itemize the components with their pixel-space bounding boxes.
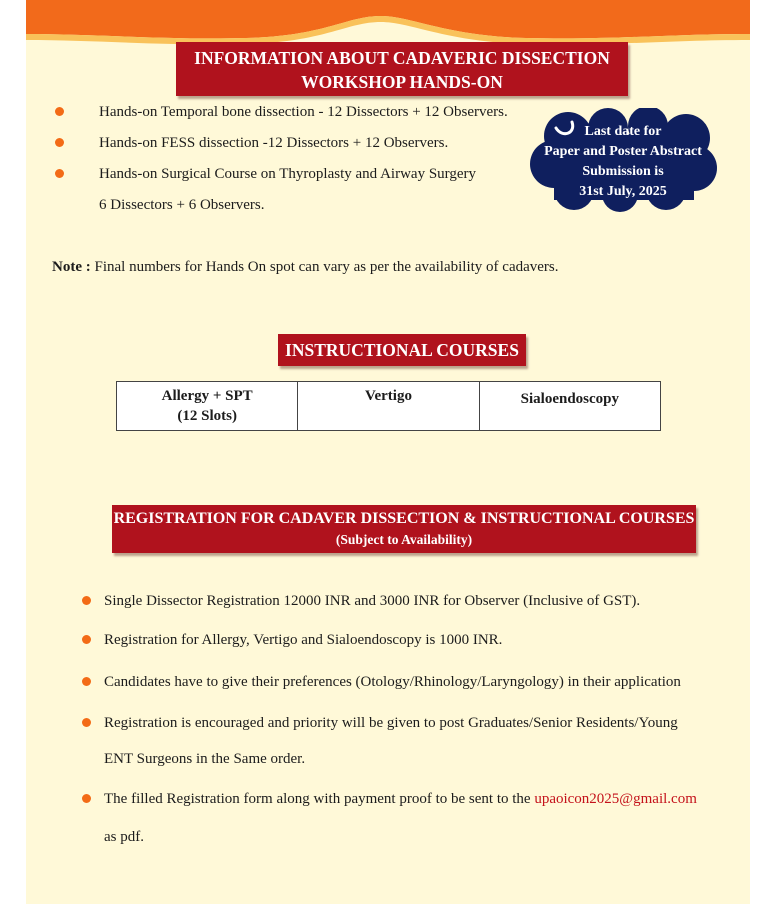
registration-item-1: Single Dissector Registration 12000 INR and 3000 INR for Observer (Inclusive of GST).	[104, 593, 641, 609]
registration-item-2: Registration for Allergy, Vertigo and Sialoendoscopy is 1000 INR.	[104, 632, 503, 648]
bullet-icon	[55, 138, 64, 147]
course-cell-sialoendoscopy	[479, 382, 660, 431]
bullet-icon	[82, 596, 91, 605]
bullet-icon	[82, 635, 91, 644]
bullet-icon	[82, 794, 91, 803]
bullet-icon	[82, 677, 91, 686]
registration-banner	[112, 505, 696, 553]
instructional-courses-table	[116, 381, 661, 431]
note-label: Note :	[52, 259, 91, 275]
registration-item-4-cont: ENT Surgeons in the Same order.	[104, 751, 306, 767]
note	[52, 257, 559, 277]
course-name: Vertigo	[365, 388, 412, 404]
deadline-line1: Last date for	[584, 124, 662, 139]
registration-item-5	[104, 789, 697, 809]
workshop-title-banner	[176, 42, 628, 96]
registration-item-5-cont: as pdf.	[104, 829, 144, 845]
hands-on-item-2: Hands-on FESS dissection -12 Dissectors + 12 Observers.	[99, 135, 449, 151]
hands-on-item-1: Hands-on Temporal bone dissection - 12 Dissectors + 12 Observers.	[99, 104, 508, 120]
bullet-icon	[55, 169, 64, 178]
table-row	[117, 382, 661, 431]
registration-title: REGISTRATION FOR CADAVER DISSECTION & INSTRUCTIONAL COURSES	[113, 510, 695, 527]
course-cell-vertigo	[298, 382, 479, 431]
email-link[interactable]: upaoicon2025@gmail.com	[534, 791, 697, 807]
course-name: Allergy + SPT	[161, 388, 253, 404]
hands-on-item-3-cont: 6 Dissectors + 6 Observers.	[99, 197, 265, 213]
deadline-text	[528, 122, 718, 202]
deadline-line2: Paper and Poster Abstract	[544, 144, 702, 159]
registration-item-3: Candidates have to give their preferences (Otology/Rhinology/Laryngology) in their application	[104, 674, 681, 690]
course-name: Sialoendoscopy	[520, 391, 619, 407]
bullet-icon	[82, 718, 91, 727]
workshop-title-line2: WORKSHOP HANDS-ON	[301, 72, 503, 92]
course-cell-allergy	[117, 382, 298, 431]
deadline-line3: Submission is	[582, 164, 664, 179]
hands-on-item-3: Hands-on Surgical Course on Thyroplasty and Airway Surgery	[99, 166, 477, 182]
registration-subtitle: (Subject to Availability)	[335, 532, 473, 547]
flyer-page	[26, 0, 750, 904]
registration-item-4: Registration is encouraged and priority will be given to post Graduates/Senior Residents/Young	[104, 715, 678, 731]
registration-item-5-text: The filled Registration form along with payment proof to be sent to the	[104, 791, 531, 807]
deadline-line4: 31st July, 2025	[579, 184, 667, 199]
bullet-icon	[55, 107, 64, 116]
course-slots: (12 Slots)	[177, 408, 237, 424]
note-text: Final numbers for Hands On spot can vary as per the availability of cadavers.	[94, 259, 559, 275]
workshop-title-line1: INFORMATION ABOUT CADAVERIC DISSECTION	[194, 48, 610, 68]
instructional-courses-banner: INSTRUCTIONAL COURSES	[278, 334, 526, 366]
